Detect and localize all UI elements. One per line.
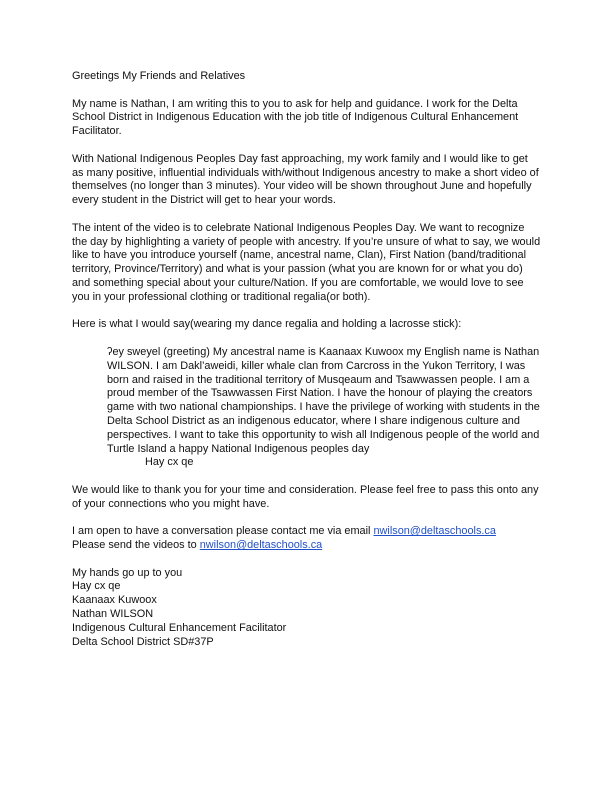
greeting-line: Greetings My Friends and Relatives: [72, 70, 246, 82]
example-quote: ʔey sweyel (greeting) My ancestral name is Kaanaax Kuwoox my English name is Nathan WILSON. I am Dakl’aweidi, killer whale clan from Carcross in the Yukon Territory, I was born and raised in the traditional territory of Musqeaum and Tsawwassen people. I am a proud member of the Tsawwassen First Nation. I have the honour of playing the creators game with two national championships. I have the privilege of working with students in the Delta School District as an indigenous educator, where I share indigenous culture and perspectives. I want to take this opportunity to wish all Indigenous people of the world and Turtle Island a happy National Indigenous peoples day: [107, 345, 540, 455]
closing-line-5: Indigenous Cultural Enhancement Facilitator: [72, 621, 287, 634]
letter-body: [72, 70, 542, 649]
contact-line: [72, 525, 542, 539]
closing-line-2: Hay cx qe: [72, 580, 121, 593]
intent-paragraph: The intent of the video is to celebrate National Indigenous Peoples Day. We want to recognize the day by highlighting a variety of people with ancestry. If you’re unsure of what to say, we would like to have you introduce yourself (name, ancestral name, Clan), First Nation (band/traditional territory, Province/Territory) and what is your passion (what you are known for or what you do) and something special about your culture/Nation. If you are comfortable, we would love to see you in your professional clothing or traditional regalia(or both).: [72, 221, 541, 303]
closing-line-3: Kaanaax Kuwoox: [72, 594, 157, 607]
send-line: [72, 539, 542, 553]
send-text: Please send the videos to: [72, 539, 200, 552]
example-signoff: Hay cx qe: [145, 456, 194, 469]
send-email-link[interactable]: nwilson@deltaschools.ca: [199, 539, 323, 552]
closing-line-4: Nathan WILSON: [72, 608, 154, 621]
example-intro-line: Here is what I would say(wearing my dance regalia and holding a lacrosse stick):: [72, 318, 462, 331]
thanks-paragraph: We would like to thank you for your time and consideration. Please feel free to pass this onto any of your connections who you might have.: [72, 483, 539, 510]
contact-email-link[interactable]: nwilson@deltaschools.ca: [373, 525, 496, 538]
request-paragraph: With National Indigenous Peoples Day fast approaching, my work family and I would like to get as many positive, influential individuals with/without Indigenous ancestry to make a short video of themselves (no longer than 3 minutes). Your video will be shown throughout June and hopefully every student in the District will get to hear your words.: [72, 152, 539, 207]
closing-line-1: My hands go up to you: [72, 566, 183, 579]
contact-text: I am open to have a conversation please contact me via email: [72, 525, 374, 538]
intro-paragraph: My name is Nathan, I am writing this to you to ask for help and guidance. I work for the Delta School District in Indigenous Education with the job title of Indigenous Cultural Enhancement Facilitator.: [72, 97, 519, 138]
closing-line-6: Delta School District SD#37P: [72, 635, 214, 648]
